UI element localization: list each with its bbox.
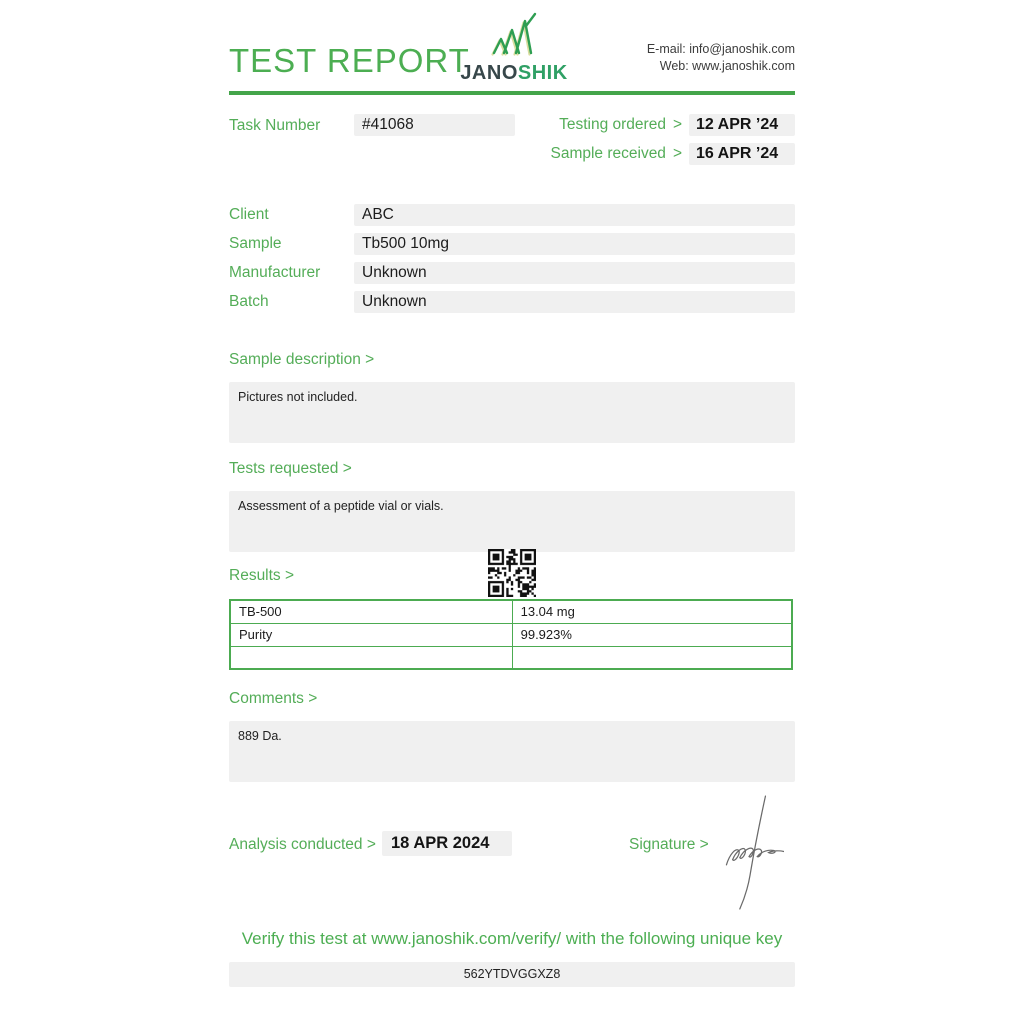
results-heading: Results > bbox=[229, 567, 295, 584]
sample-description-heading: Sample description > bbox=[229, 351, 375, 368]
sample-received-date: 16 APR ’24 bbox=[689, 143, 795, 165]
result-analyte bbox=[230, 646, 512, 669]
logo-word-green: SHIK bbox=[517, 62, 568, 84]
table-row bbox=[230, 623, 792, 646]
testing-ordered-date: 12 APR ’24 bbox=[689, 114, 795, 136]
contact-email: E-mail: info@janoshik.com bbox=[646, 42, 795, 56]
client-label: Client bbox=[229, 206, 269, 223]
tests-requested-heading: Tests requested > bbox=[229, 460, 352, 477]
analysis-conducted-label: Analysis conducted > bbox=[229, 836, 376, 853]
sample-description-box: Pictures not included. bbox=[229, 382, 795, 443]
sample-received-label: Sample received bbox=[550, 145, 666, 162]
results-table bbox=[229, 599, 793, 670]
sample-label: Sample bbox=[229, 235, 282, 252]
table-row bbox=[230, 600, 792, 623]
comments-heading: Comments > bbox=[229, 690, 318, 707]
page-title: TEST REPORT bbox=[229, 42, 470, 79]
janoshik-logo bbox=[459, 12, 569, 85]
sample-value: Tb500 10mg bbox=[354, 233, 795, 255]
result-analyte: Purity bbox=[230, 623, 512, 646]
signature-label: Signature > bbox=[629, 836, 709, 853]
batch-value: Unknown bbox=[354, 291, 795, 313]
logo-wordmark bbox=[459, 62, 569, 85]
table-row bbox=[230, 646, 792, 669]
sample-received-arrow: > bbox=[672, 145, 682, 162]
qr-code bbox=[488, 549, 536, 597]
analysis-date: 18 APR 2024 bbox=[382, 831, 512, 856]
manufacturer-label: Manufacturer bbox=[229, 264, 321, 281]
test-report-page bbox=[229, 0, 795, 1024]
manufacturer-value: Unknown bbox=[354, 262, 795, 284]
signature-image bbox=[712, 793, 784, 911]
result-value bbox=[512, 646, 792, 669]
result-value: 99.923% bbox=[512, 623, 792, 646]
result-analyte: TB-500 bbox=[230, 600, 512, 623]
logo-word-dark: JANO bbox=[460, 62, 518, 84]
verify-text: Verify this test at www.janoshik.com/verify/ with the following unique key bbox=[241, 929, 783, 948]
batch-label: Batch bbox=[229, 293, 269, 310]
contact-block bbox=[647, 41, 795, 75]
sample-received-row bbox=[550, 143, 795, 165]
task-number-value: #41068 bbox=[354, 114, 515, 136]
testing-ordered-row bbox=[559, 114, 795, 136]
rising-peaks-chart-icon bbox=[490, 43, 538, 60]
testing-ordered-arrow: > bbox=[672, 116, 682, 133]
verify-key: 562YTDVGGXZ8 bbox=[229, 962, 795, 987]
client-value: ABC bbox=[354, 204, 795, 226]
result-value: 13.04 mg bbox=[512, 600, 792, 623]
comments-box: 889 Da. bbox=[229, 721, 795, 782]
task-number-label: Task Number bbox=[229, 117, 321, 134]
testing-ordered-label: Testing ordered bbox=[559, 116, 666, 133]
contact-web: Web: www.janoshik.com bbox=[659, 59, 795, 73]
tests-requested-box: Assessment of a peptide vial or vials. bbox=[229, 491, 795, 552]
header-divider bbox=[229, 91, 795, 95]
